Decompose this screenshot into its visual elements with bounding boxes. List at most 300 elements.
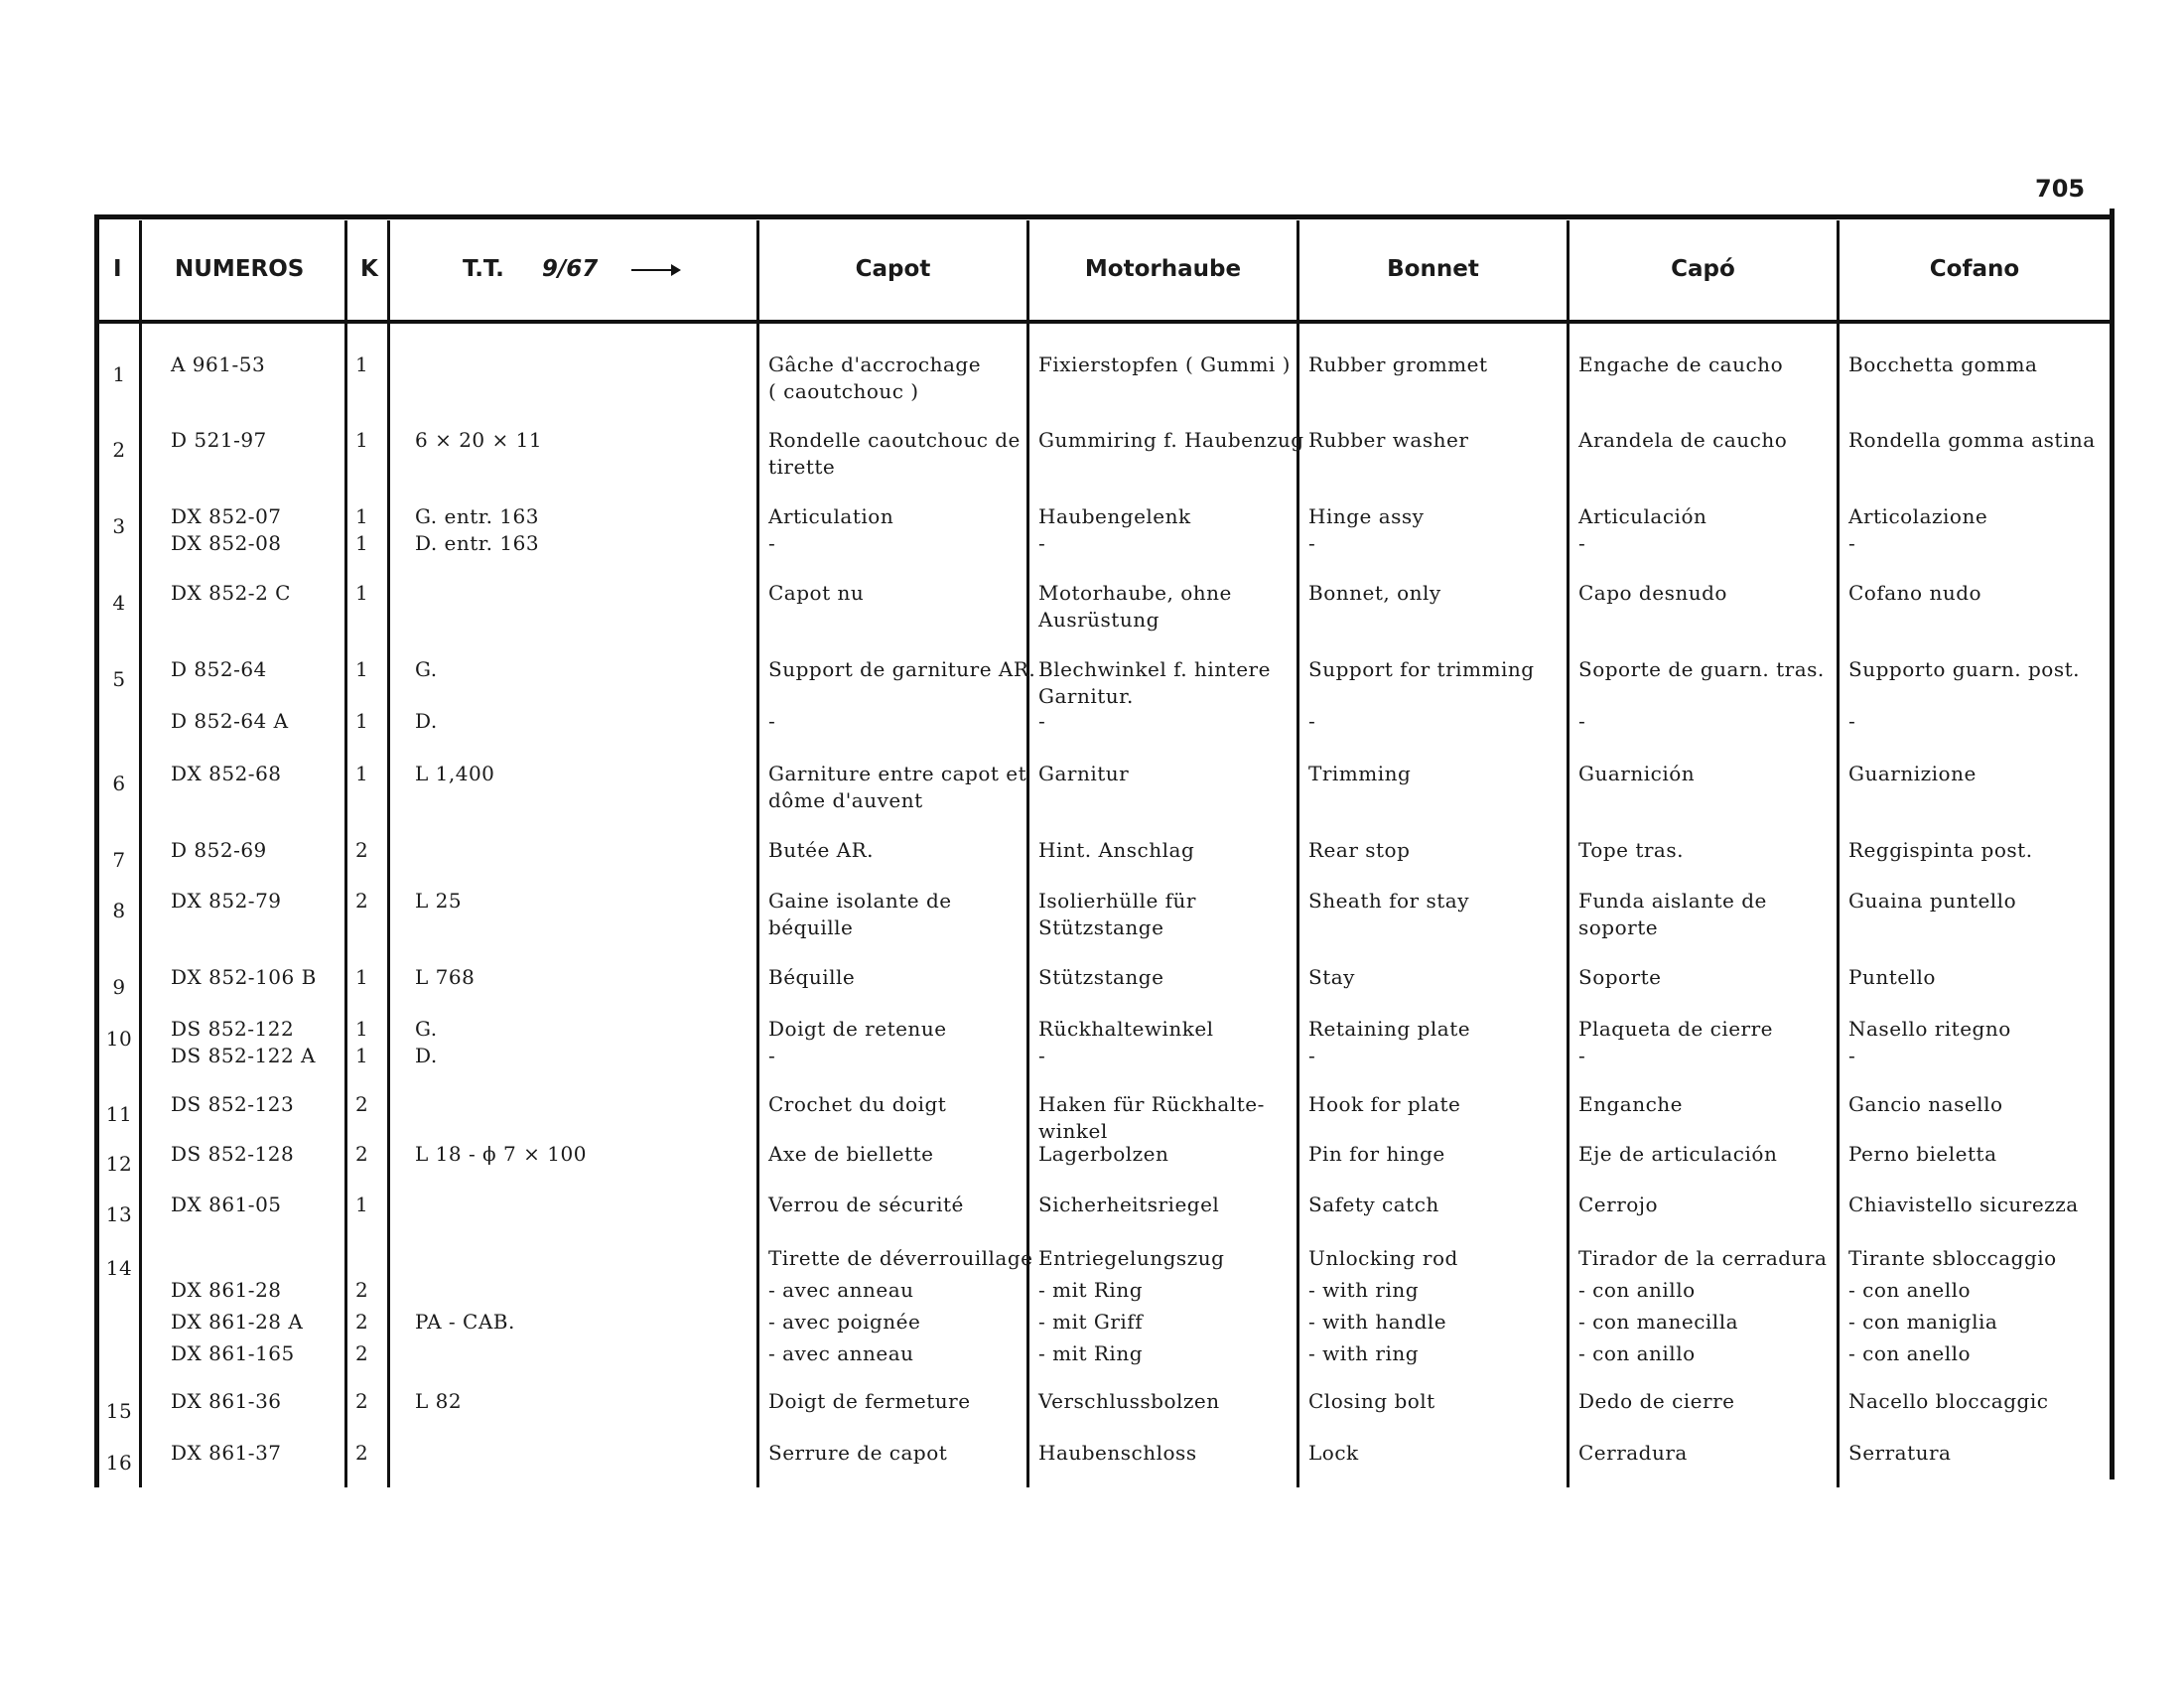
cell-line: G. [415,657,438,681]
cell-line: D 852-64 A [171,709,289,733]
cell-line: tirette [768,455,836,479]
col-divider [1837,220,1840,1487]
cell-line: Safety catch [1308,1193,1439,1216]
cell-line: Articulation [768,504,894,528]
cell-de [1038,1245,1224,1367]
cell-line: - con maniglia [1848,1310,1998,1334]
cell-line: Reggispinta post. [1848,838,2033,862]
cell-i: 1 [112,362,126,386]
cell-line: - con manecilla [1578,1310,1739,1334]
cell-fr [768,427,1021,481]
cell-line: 2 [355,1142,369,1166]
cell-line: - mit Griff [1038,1310,1144,1334]
cell-es [1578,1388,1734,1415]
cell-tt [415,1141,587,1168]
cell-num [171,708,289,735]
cell-i: 2 [112,438,126,462]
cell-es [1578,656,1825,683]
cell-line: Hook for plate [1308,1092,1461,1116]
cell-line: Nasello ritegno [1848,1017,2011,1041]
cell-de [1038,580,1232,633]
cell-tt [415,708,438,735]
cell-line: 1 [355,709,369,733]
cell-line: 2 [355,1310,369,1334]
cell-it [1848,964,1936,991]
cell-en [1308,888,1469,914]
cell-line: - [1578,709,1586,733]
cell-line: Doigt de fermeture [768,1389,971,1413]
cell-line [415,1277,515,1304]
cell-line: 1 [355,581,369,605]
cell-it [1848,1091,2003,1118]
cell-num [171,888,282,914]
cell-line: 1 [355,1044,369,1067]
cell-line: Capo desnudo [1578,581,1727,605]
cell-line: - [1848,1044,1856,1067]
cell-line: D. [415,1044,438,1067]
cell-line: Crochet du doigt [768,1092,947,1116]
cell-es [1578,964,1662,991]
cell-line: G. entr. 163 [415,504,539,528]
cell-line: Blechwinkel f. hintere [1038,657,1271,681]
cell-fr [768,964,855,991]
cell-line: - [768,709,776,733]
cell-line: - with ring [1308,1278,1420,1302]
cell-line: Gancio nasello [1848,1092,2003,1116]
cell-line: Capot nu [768,581,865,605]
cell-line: Funda aislante de [1578,889,1767,913]
cell-line: Doigt de retenue [768,1017,947,1041]
cell-it [1848,1192,2079,1218]
cell-k [355,1388,368,1415]
cell-line: Verschlussbolzen [1038,1389,1220,1413]
cell-line: Tirette de déverrouillage [768,1246,1033,1270]
col-divider [344,220,347,1487]
arrow-right-icon [631,269,679,271]
header-bonnet: Bonnet [1387,256,1479,282]
cell-line: L 1,400 [415,762,495,785]
cell-line: 1 [355,1193,369,1216]
cell-line: Rubber washer [1308,428,1469,452]
cell-en [1308,761,1411,787]
cell-fr [768,708,775,735]
cell-line: Isolierhülle für [1038,889,1196,913]
cell-k [355,761,368,787]
cell-line: Cerradura [1578,1441,1688,1465]
cell-num [171,352,265,378]
cell-i: 15 [105,1399,133,1423]
cell-line: Support for trimming [1308,657,1535,681]
cell-de [1038,708,1045,735]
col-divider [1567,220,1570,1487]
cell-line: DX 852-79 [171,889,282,913]
cell-de [1038,1440,1197,1467]
cell-line: ( caoutchouc ) [768,379,919,403]
cell-it [1848,1245,2057,1367]
cell-line: Cerrojo [1578,1193,1659,1216]
cell-line: Pin for hinge [1308,1142,1445,1166]
cell-line: Stay [1308,965,1355,989]
cell-k [355,1440,368,1467]
cell-line: Articolazione [1848,504,1988,528]
cell-i: 3 [112,514,126,538]
cell-line: - [768,1044,776,1067]
cell-tt [415,656,438,683]
cell-i: 16 [105,1451,133,1475]
cell-line: Entriegelungszug [1038,1246,1225,1270]
cell-it [1848,837,2033,864]
cell-fr [768,1388,971,1415]
cell-line: DX 861-05 [171,1193,282,1216]
cell-en [1308,1192,1439,1218]
cell-it [1848,1388,2048,1415]
cell-es [1578,503,1706,557]
cell-line: 1 [355,1017,369,1041]
cell-line: 2 [355,1441,369,1465]
cell-line: 1 [355,762,369,785]
cell-line: - con anello [1848,1278,1972,1302]
cell-line: 2 [355,1278,369,1302]
cell-en [1308,1141,1445,1168]
cell-line: Engache de caucho [1578,352,1784,376]
cell-i: 13 [105,1202,133,1226]
cell-num [171,1388,282,1415]
cell-line: D 852-69 [171,838,267,862]
header-tt [463,256,679,282]
cell-de [1038,427,1304,454]
cell-k [355,580,368,607]
cell-de [1038,1016,1214,1069]
cell-line: Stützstange [1038,915,1164,939]
cell-k [355,503,368,557]
cell-i: 11 [105,1102,133,1126]
cell-de [1038,761,1129,787]
cell-line: winkel [1038,1119,1108,1143]
table-right-border [2110,209,2115,1479]
cell-fr [768,1141,934,1168]
cell-line: Haubenschloss [1038,1441,1197,1465]
cell-line: Supporto guarn. post. [1848,657,2080,681]
cell-num [171,837,267,864]
cell-it [1848,656,2080,683]
cell-de [1038,1091,1265,1145]
cell-de [1038,1141,1168,1168]
cell-i: 4 [112,591,126,615]
cell-line: PA - CAB. [415,1310,515,1334]
cell-line: Perno bieletta [1848,1142,1997,1166]
cell-line: Sheath for stay [1308,889,1470,913]
cell-line: - [768,531,776,555]
cell-line: - [1038,1044,1046,1067]
cell-k [355,427,368,454]
cell-line: Rear stop [1308,838,1411,862]
cell-k [355,352,368,378]
cell-line: Puntello [1848,965,1936,989]
cell-line: - [1578,1044,1586,1067]
col-divider [139,220,142,1487]
cell-tt [415,888,462,914]
cell-k [355,837,368,864]
cell-en [1308,503,1424,557]
cell-en [1308,1091,1460,1118]
cell-fr [768,656,1035,683]
cell-k [355,1141,368,1168]
cell-line: DS 852-122 A [171,1044,316,1067]
cell-line: DX 861-28 A [171,1310,304,1334]
cell-line: - avec anneau [768,1341,914,1365]
cell-num [171,427,267,454]
cell-k [355,888,368,914]
cell-es [1578,352,1783,378]
cell-line: L 18 - ϕ 7 × 100 [415,1142,587,1166]
cell-k [355,708,368,735]
cell-line: 1 [355,657,369,681]
cell-line: Bonnet, only [1308,581,1441,605]
cell-line: Butée AR. [768,838,875,862]
cell-i: 9 [112,975,126,999]
header-tt-date: 9/67 [541,256,599,282]
cell-i: 12 [105,1152,133,1176]
col-divider [1297,220,1299,1487]
cell-i: 10 [105,1027,133,1051]
cell-line: - with handle [1308,1310,1447,1334]
cell-i: 5 [112,667,126,691]
cell-line: - mit Ring [1038,1278,1144,1302]
cell-de [1038,656,1271,710]
cell-line [171,1245,303,1272]
cell-line: Cofano nudo [1848,581,1982,605]
cell-es [1578,888,1767,941]
cell-line: Tirador de la cerradura [1578,1246,1828,1270]
cell-i: 14 [105,1256,133,1280]
cell-line: - avec anneau [768,1278,914,1302]
cell-line: DX 852-07 [171,504,282,528]
header-tt-label: T.T. [463,256,504,282]
cell-k [355,964,368,991]
cell-line: A 961-53 [171,352,266,376]
cell-line: DX 861-37 [171,1441,282,1465]
cell-en [1308,708,1315,735]
cell-en [1308,837,1410,864]
cell-line: Soporte de guarn. tras. [1578,657,1825,681]
cell-line: 2 [355,1341,369,1365]
cell-line [355,1245,368,1272]
cell-line: Bocchetta gomma [1848,352,2038,376]
cell-line: - [1848,531,1856,555]
cell-line: DS 852-123 [171,1092,295,1116]
cell-fr [768,580,864,607]
cell-es [1578,1091,1683,1118]
cell-line: Guarnizione [1848,762,1977,785]
cell-num [171,1440,282,1467]
cell-line: Garniture entre capot et [768,762,1027,785]
cell-k [355,1016,368,1069]
cell-line: dôme d'auvent [768,788,923,812]
cell-tt [415,761,494,787]
cell-line: - con anillo [1578,1278,1696,1302]
cell-num [171,580,291,607]
cell-line: 1 [355,965,369,989]
cell-line: - con anillo [1578,1341,1696,1365]
cell-line: - con anello [1848,1341,1972,1365]
cell-it [1848,427,2096,454]
cell-en [1308,656,1535,683]
cell-es [1578,1141,1777,1168]
page-number: 705 [2035,175,2086,203]
cell-line: - [1308,531,1316,555]
cell-line: 2 [355,1389,369,1413]
cell-line: L 768 [415,965,476,989]
cell-line: DX 852-106 B [171,965,317,989]
cell-tt [415,964,475,991]
cell-line: Ausrüstung [1038,608,1160,632]
cell-line: Lock [1308,1441,1359,1465]
cell-de [1038,888,1196,941]
cell-es [1578,1245,1827,1367]
cell-line: DX 861-28 [171,1278,282,1302]
cell-line: 1 [355,504,369,528]
cell-line: Tirante sbloccaggio [1848,1246,2057,1270]
cell-k [355,1245,368,1367]
cell-it [1848,580,1981,607]
cell-es [1578,580,1727,607]
cell-k [355,1192,368,1218]
cell-line: Garnitur. [1038,684,1134,708]
cell-de [1038,503,1191,557]
cell-line: Retaining plate [1308,1017,1471,1041]
cell-it [1848,708,1855,735]
cell-it [1848,1016,2011,1069]
cell-num [171,1141,294,1168]
header-numeros: NUMEROS [175,256,305,282]
cell-line: Closing bolt [1308,1389,1435,1413]
cell-line: Support de garniture AR. [768,657,1036,681]
cell-num [171,1091,294,1118]
cell-line: Axe de biellette [768,1142,934,1166]
cell-num [171,761,282,787]
cell-line: DX 852-68 [171,762,282,785]
cell-en [1308,580,1441,607]
cell-line: DX 861-165 [171,1341,295,1365]
cell-line: - with ring [1308,1341,1420,1365]
cell-line: Plaqueta de cierre [1578,1017,1774,1041]
cell-line: Verrou de sécurité [768,1193,964,1216]
header-capot: Capot [855,256,931,282]
cell-k [355,1091,368,1118]
cell-en [1308,964,1355,991]
cell-line: 2 [355,889,369,913]
cell-line: DS 852-122 [171,1017,295,1041]
cell-line: L 82 [415,1389,463,1413]
cell-line: Hint. Anschlag [1038,838,1195,862]
cell-es [1578,1440,1688,1467]
cell-it [1848,1141,1997,1168]
header-index: I [113,256,122,282]
cell-line: 1 [355,352,369,376]
cell-line [415,1245,515,1272]
cell-en [1308,1245,1458,1367]
cell-line: Unlocking rod [1308,1246,1458,1270]
cell-de [1038,837,1194,864]
cell-line [415,1340,515,1367]
cell-fr [768,888,952,941]
cell-es [1578,708,1585,735]
cell-line: D 521-97 [171,428,267,452]
cell-line: Rondelle caoutchouc de [768,428,1021,452]
cell-line: 1 [355,531,369,555]
cell-tt [415,503,539,557]
cell-line: Enganche [1578,1092,1684,1116]
cell-line: Dedo de cierre [1578,1389,1735,1413]
cell-es [1578,1016,1773,1069]
cell-line: - mit Ring [1038,1341,1144,1365]
cell-en [1308,1016,1470,1069]
cell-line: L 25 [415,889,463,913]
cell-num [171,1245,303,1367]
header-cofano: Cofano [1929,256,2020,282]
cell-line: Guarnición [1578,762,1696,785]
cell-line: - avec poignée [768,1310,921,1334]
cell-de [1038,1192,1219,1218]
cell-it [1848,761,1977,787]
cell-line: Béquille [768,965,856,989]
cell-line: Motorhaube, ohne [1038,581,1232,605]
cell-fr [768,503,893,557]
cell-line: DX 861-36 [171,1389,282,1413]
cell-line: Serratura [1848,1441,1952,1465]
cell-line: Stützstange [1038,965,1164,989]
table-top-rule [94,214,2115,219]
cell-line: Chiavistello sicurezza [1848,1193,2079,1216]
cell-line: Lagerbolzen [1038,1142,1169,1166]
cell-line: Arandela de caucho [1578,428,1788,452]
cell-num [171,503,282,557]
cell-fr [768,1192,964,1218]
cell-line: Gaine isolante de [768,889,952,913]
cell-line: Sicherheitsriegel [1038,1193,1220,1216]
cell-line: - [1038,531,1046,555]
cell-fr [768,1245,1032,1367]
cell-line: Tope tras. [1578,838,1684,862]
col-divider [756,220,759,1487]
header-motorhaube: Motorhaube [1084,256,1242,282]
cell-it [1848,352,2037,378]
cell-line: 2 [355,838,369,862]
col-divider [387,220,390,1487]
cell-tt [415,427,542,454]
cell-num [171,1192,282,1218]
cell-fr [768,837,874,864]
cell-en [1308,1388,1435,1415]
cell-tt [415,1388,462,1415]
header-bottom-rule [94,320,2115,324]
header-capo: Capó [1671,256,1735,282]
cell-line: Rückhaltewinkel [1038,1017,1214,1041]
cell-line: - [1308,1044,1316,1067]
cell-en [1308,1440,1359,1467]
cell-line: Hinge assy [1308,504,1425,528]
cell-de [1038,352,1291,378]
cell-de [1038,964,1163,991]
cell-it [1848,888,2016,914]
cell-fr [768,1440,947,1467]
cell-line: Haken für Rückhalte- [1038,1092,1265,1116]
cell-line: Soporte [1578,965,1662,989]
cell-line: Articulación [1578,504,1707,528]
cell-i: 8 [112,899,126,922]
cell-num [171,1016,316,1069]
cell-line: D 852-64 [171,657,267,681]
